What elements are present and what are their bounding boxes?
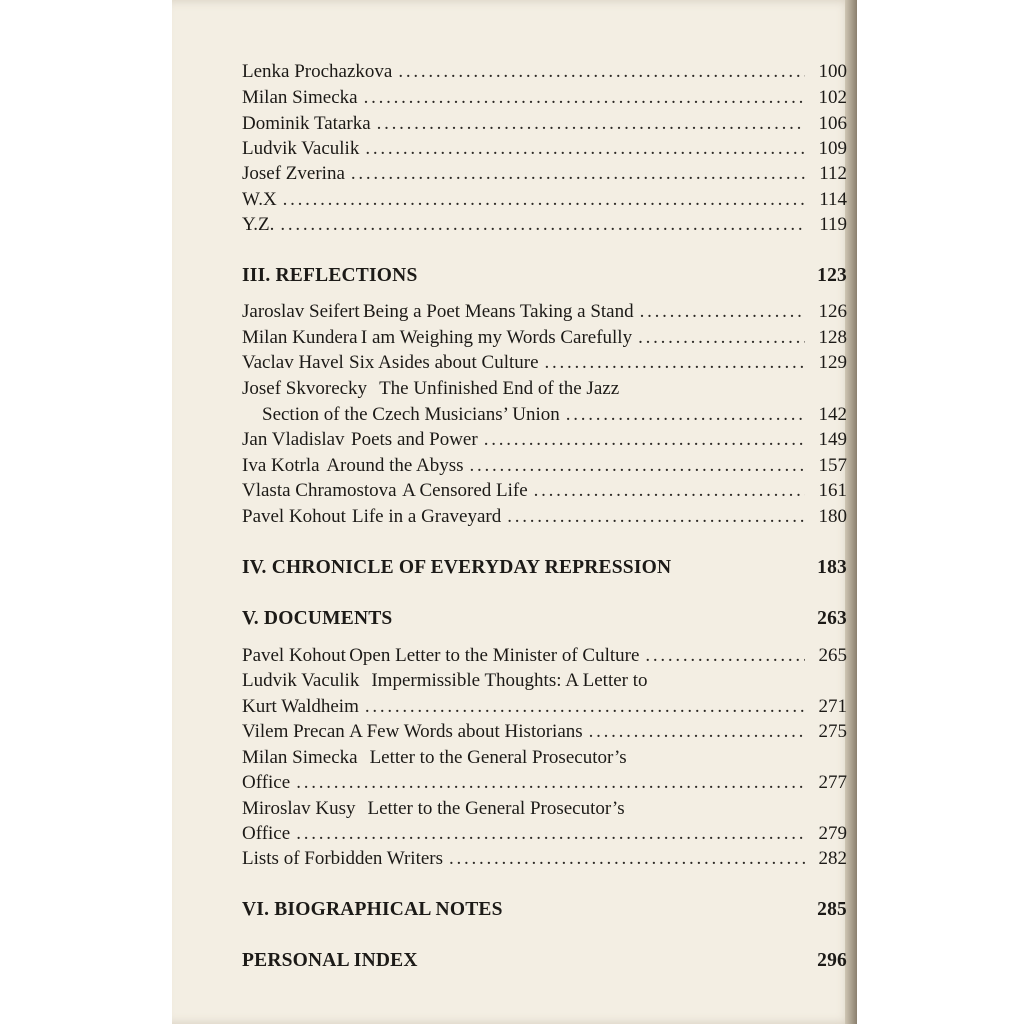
leader-dots [484, 429, 805, 451]
toc-entry [242, 87, 847, 113]
leader-dots [507, 506, 805, 528]
leader-dots [640, 301, 805, 323]
toc-entry [242, 214, 847, 240]
toc-entry [242, 61, 847, 87]
entry-author: Ludvik Vaculik [242, 670, 360, 691]
entry-title: Around the Abyss [326, 455, 464, 476]
toc-entry [242, 645, 847, 671]
leader-dots [365, 138, 805, 160]
entry-title: Letter to the General Prosecutor’s [369, 747, 627, 768]
entry-title: Josef Zverina [242, 163, 345, 184]
toc-entry [242, 455, 847, 481]
entry-title: The Unfinished End of the Jazz [379, 378, 620, 399]
leader-dots [364, 87, 805, 109]
entry-title: Letter to the General Prosecutor’s [367, 798, 625, 819]
page-number: 265 [818, 645, 847, 666]
leader-dots [283, 189, 805, 211]
entry-title: Impermissible Thoughts: A Letter to [371, 670, 648, 691]
page-number: 109 [818, 138, 847, 159]
entry-author: Iva Kotrla [242, 455, 320, 476]
page-number: 128 [818, 327, 847, 348]
page-number: 106 [818, 113, 847, 134]
page-number: 277 [818, 772, 847, 793]
leader-dots [280, 214, 805, 236]
page-number: 149 [818, 429, 847, 450]
page-number: 123 [817, 265, 847, 286]
entry-author: Jaroslav Seifert [242, 301, 360, 322]
entry-author: Pavel Kohout [242, 506, 346, 527]
page-number: 102 [818, 87, 847, 108]
leader-dots [351, 163, 805, 185]
toc-entry [242, 823, 847, 849]
toc-entry [242, 772, 847, 798]
leader-dots [589, 721, 805, 743]
toc-entry [242, 327, 847, 353]
toc-entry [242, 378, 847, 404]
toc-entry [242, 480, 847, 506]
page-number: 129 [818, 352, 847, 373]
entry-title: W.X [242, 189, 277, 210]
page-number: 119 [819, 214, 847, 235]
page-number: 161 [818, 480, 847, 501]
toc-entry [242, 352, 847, 378]
leader-dots [377, 113, 805, 135]
entry-title: Section of the Czech Musicians’ Union [262, 404, 560, 425]
entry-title: Poets and Power [351, 429, 478, 450]
toc-entry [242, 721, 847, 747]
entry-title: Being a Poet Means Taking a Stand [362, 301, 634, 322]
entry-title: Lists of Forbidden Writers [242, 848, 444, 869]
leader-dots [296, 823, 805, 845]
entry-author: Jan Vladislav [242, 429, 345, 450]
page-number: 157 [818, 455, 847, 476]
section-heading [242, 899, 847, 925]
toc-entry [242, 163, 847, 189]
page-number: 279 [818, 823, 847, 844]
entry-author: Pavel Kohout [242, 645, 346, 666]
toc-entry [242, 138, 847, 164]
entry-author: Josef Skvorecky [242, 378, 368, 399]
entry-author: Milan Kundera [242, 327, 358, 348]
entry-title: Open Letter to the Minister of Culture [349, 645, 640, 666]
entry-title: Ludvik Vaculik [242, 138, 360, 159]
entry-title: Lenka Prochazkova [242, 61, 393, 82]
page-number: 285 [817, 899, 847, 920]
section-title: PERSONAL INDEX [242, 950, 418, 971]
section-title: V. DOCUMENTS [242, 608, 393, 629]
section-title: III. REFLECTIONS [242, 265, 418, 286]
leader-dots [638, 327, 805, 349]
entry-title: A Censored Life [402, 480, 528, 501]
toc-entry [242, 696, 847, 722]
section-heading [242, 557, 847, 583]
page-number: 142 [818, 404, 847, 425]
toc-entry [242, 189, 847, 215]
toc-entry [242, 429, 847, 455]
toc-entry [242, 301, 847, 327]
toc-entry [242, 747, 847, 773]
entry-author: Vaclav Havel [242, 352, 344, 373]
leader-dots [296, 772, 805, 794]
page-number: 180 [818, 506, 847, 527]
toc-entry [242, 798, 847, 824]
entry-title: A Few Words about Historians [349, 721, 583, 742]
leader-dots [365, 696, 805, 718]
toc-entry [242, 506, 847, 532]
entry-title: I am Weighing my Words Carefully [360, 327, 633, 348]
page-number: 296 [817, 950, 847, 971]
entry-author: Milan Simecka [242, 747, 358, 768]
page-number: 112 [819, 163, 847, 184]
section-heading [242, 265, 847, 291]
page-number: 275 [818, 721, 847, 742]
entry-title: Kurt Waldheim [242, 696, 359, 717]
page-number: 114 [819, 189, 847, 210]
page-number: 271 [818, 696, 847, 717]
section-heading [242, 950, 847, 976]
entry-title: Dominik Tatarka [242, 113, 371, 134]
leader-dots [470, 455, 805, 477]
toc-entry [262, 404, 847, 430]
leader-dots [566, 404, 805, 426]
entry-title: Office [242, 772, 291, 793]
page-number: 263 [817, 608, 847, 629]
entry-title: Y.Z. [242, 214, 275, 235]
entry-title: Six Asides about Culture [349, 352, 539, 373]
page-number: 126 [818, 301, 847, 322]
entry-author: Vlasta Chramostova [242, 480, 397, 501]
section-title: IV. CHRONICLE OF EVERYDAY REPRESSION [242, 557, 672, 578]
toc-entry [242, 670, 847, 696]
entry-title: Milan Simecka [242, 87, 358, 108]
entry-author: Miroslav Kusy [242, 798, 356, 819]
leader-dots [398, 61, 805, 83]
page-number: 282 [818, 848, 847, 869]
leader-dots [545, 352, 805, 374]
entry-title: Life in a Graveyard [351, 506, 502, 527]
leader-dots [534, 480, 805, 502]
entry-author: Vilem Precan [242, 721, 345, 742]
entry-title: Office [242, 823, 291, 844]
toc-entry [242, 113, 847, 139]
page-number: 183 [817, 557, 847, 578]
section-heading [242, 608, 847, 634]
toc-entry [242, 848, 847, 874]
page-number: 100 [818, 61, 847, 82]
leader-dots [449, 848, 805, 870]
leader-dots [645, 645, 805, 667]
section-title: VI. BIOGRAPHICAL NOTES [242, 899, 503, 920]
